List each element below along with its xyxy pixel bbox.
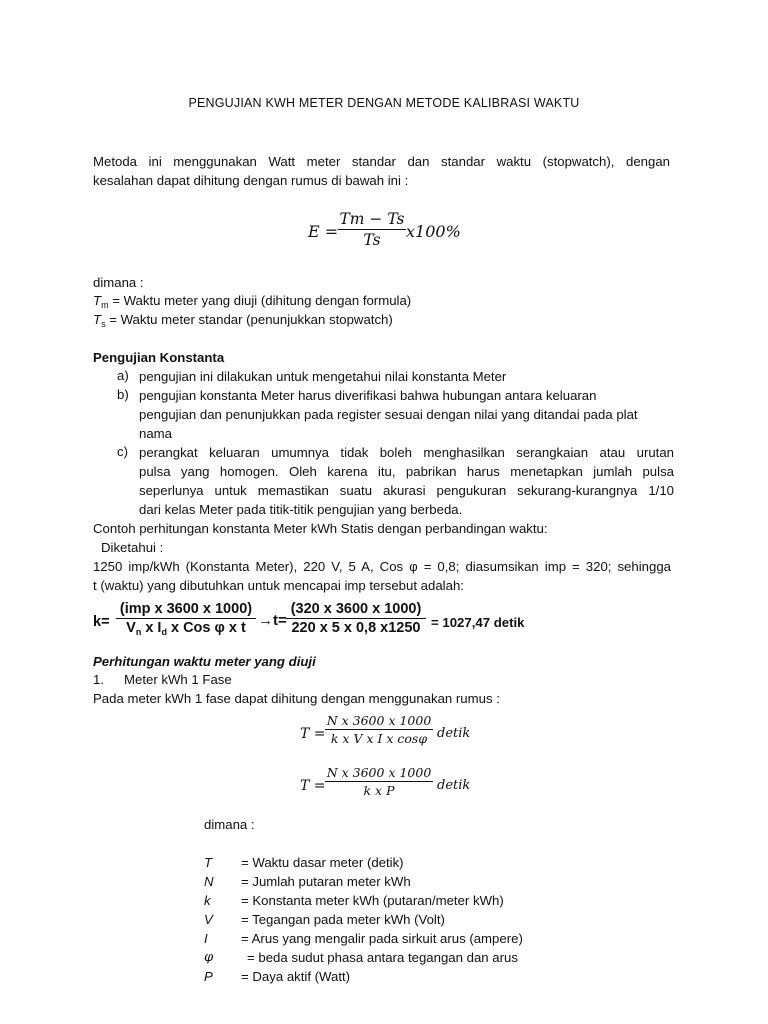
formula-t2-lhs: T =	[300, 778, 326, 794]
def-symbol: P	[204, 969, 213, 984]
cos-term: x Cos φ x t	[166, 620, 246, 636]
def-text: = beda sudut phasa antara tegangan dan arus	[247, 950, 518, 965]
contoh-line-3: 1250 imp/kWh (Konstanta Meter), 220 V, 5 A, Cos φ = 0,8; diasumsikan imp = 320; sehingga	[93, 559, 671, 574]
def-text: = Arus yang mengalir pada sirkuit arus (ampere)	[241, 931, 523, 946]
formula-k-numerator-1: (imp x 3600 x 1000)	[119, 601, 253, 617]
list-item-c-line-1: perangkat keluaran umumnya tidak boleh menghasilkan serangkaian atau urutan	[139, 445, 674, 460]
list-marker: b)	[117, 387, 129, 402]
i-subscript: d	[161, 627, 167, 637]
formula-k-denominator-2: 220 x 5 x 0,8 x1250	[291, 620, 421, 636]
list-item-b-line-1: pengujian konstanta Meter harus diverifikasi bahwa hubungan antara keluaran	[139, 388, 597, 403]
tm-text: = Waktu meter yang diuji (dihitung dengan formula)	[108, 293, 412, 308]
numbered-item-label: Meter kWh 1 Fase	[124, 672, 232, 687]
def-symbol: I	[204, 931, 208, 946]
list-item-c-line-4: dari kelas Meter pada titik-titik pengujian yang berbeda.	[139, 502, 463, 517]
where-label-2: dimana :	[204, 817, 255, 832]
formula-e-rhs: x100%	[406, 222, 461, 241]
contoh-line-1: Contoh perhitungan konstanta Meter kWh Statis dengan perbandingan waktu:	[93, 521, 548, 536]
formula-t2-fraction	[325, 765, 433, 798]
formula-k-numerator-2: (320 x 3600 x 1000)	[290, 601, 422, 617]
v-subscript: n	[135, 627, 142, 637]
def-symbol: T	[204, 855, 213, 870]
def-text: = Konstanta meter kWh (putaran/meter kWh)	[241, 893, 504, 908]
list-item-a-line-1: pengujian ini dilakukan untuk mengetahui nilai konstanta Meter	[139, 369, 507, 384]
formula-e-lhs: E =	[308, 222, 339, 241]
page-title: PENGUJIAN KWH METER DENGAN METODE KALIBRASI WAKTU	[188, 96, 580, 110]
def-text: = Jumlah putaran meter kWh	[241, 874, 411, 889]
formula-t1-denominator: k x V x I x cosφ	[330, 731, 428, 746]
formula-e-denominator: Ts	[363, 231, 381, 249]
formula-t1-unit: detik	[437, 726, 471, 741]
def-symbol: N	[204, 874, 214, 889]
list-item-b-line-3: nama	[139, 426, 172, 441]
formula-k-result: = 1027,47 detik	[431, 615, 525, 630]
where-label: dimana :	[93, 275, 144, 290]
formula-k-fraction-1	[116, 601, 256, 637]
intro-line-1: Metoda ini menggunakan Watt meter standar dan standar waktu (stopwatch), dengan	[93, 154, 670, 169]
v-symbol: V	[126, 620, 136, 636]
formula-k-denominator-1	[116, 620, 256, 637]
fraction-bar	[116, 618, 256, 619]
formula-k-fraction-2	[286, 601, 426, 636]
fraction-bar	[286, 618, 426, 619]
section-heading-perhitungan: Perhitungan waktu meter yang diuji	[93, 654, 316, 669]
numbered-marker: 1.	[93, 672, 104, 687]
formula-t1-fraction	[325, 713, 433, 746]
perhitungan-desc: Pada meter kWh 1 fase dapat dihitung dengan menggunakan rumus :	[93, 691, 500, 706]
fraction-bar	[325, 781, 433, 782]
formula-t2-denominator: k x P	[363, 783, 395, 798]
ts-symbol: T	[93, 312, 102, 327]
ts-definition	[93, 311, 393, 333]
formula-k-lhs: k=	[93, 614, 110, 630]
def-text: = Daya aktif (Watt)	[241, 969, 351, 984]
contoh-diketahui: Diketahui :	[101, 540, 164, 555]
arrow-t-equals: →t=	[258, 612, 287, 629]
formula-t2-numerator: N x 3600 x 1000	[326, 765, 432, 780]
def-symbol: k	[204, 893, 211, 908]
def-text: = Waktu dasar meter (detik)	[241, 855, 404, 870]
def-symbol: V	[204, 912, 213, 927]
formula-e-numerator: Tm − Ts	[339, 210, 405, 228]
list-item-b-line-2: pengujian dan penunjukkan pada register sesuai dengan nilai yang ditandai pada plat	[139, 407, 638, 422]
fraction-bar	[325, 729, 433, 730]
contoh-line-4: t (waktu) yang dibutuhkan untuk mencapai imp tersebut adalah:	[93, 578, 464, 593]
list-marker: c)	[117, 444, 128, 459]
list-marker: a)	[117, 368, 129, 383]
list-item-c-line-2: pulsa yang homogen. Oleh karena itu, pabrikan harus menetapkan jumlah pulsa	[139, 464, 674, 479]
formula-t1-numerator: N x 3600 x 1000	[326, 713, 432, 728]
formula-t1-lhs: T =	[300, 726, 326, 742]
ts-text: = Waktu meter standar (penunjukkan stopwatch)	[105, 312, 393, 327]
section-heading-konstanta: Pengujian Konstanta	[93, 350, 225, 365]
formula-t2-unit: detik	[437, 778, 471, 793]
ts-subscript: s	[101, 319, 106, 329]
def-symbol: φ	[204, 950, 214, 965]
i-symbol: x I	[141, 620, 162, 636]
def-text: = Tegangan pada meter kWh (Volt)	[241, 912, 445, 927]
tm-symbol: T	[93, 293, 102, 308]
tm-subscript: m	[101, 300, 109, 310]
list-item-c-line-3: seperlunya untuk memastikan suatu akurasi pengukuran sekurang-kurangnya 1/10	[139, 483, 674, 498]
intro-line-2: kesalahan dapat dihitung dengan rumus di bawah ini :	[93, 173, 409, 188]
fraction-bar	[338, 229, 406, 230]
formula-e-fraction	[338, 210, 406, 249]
